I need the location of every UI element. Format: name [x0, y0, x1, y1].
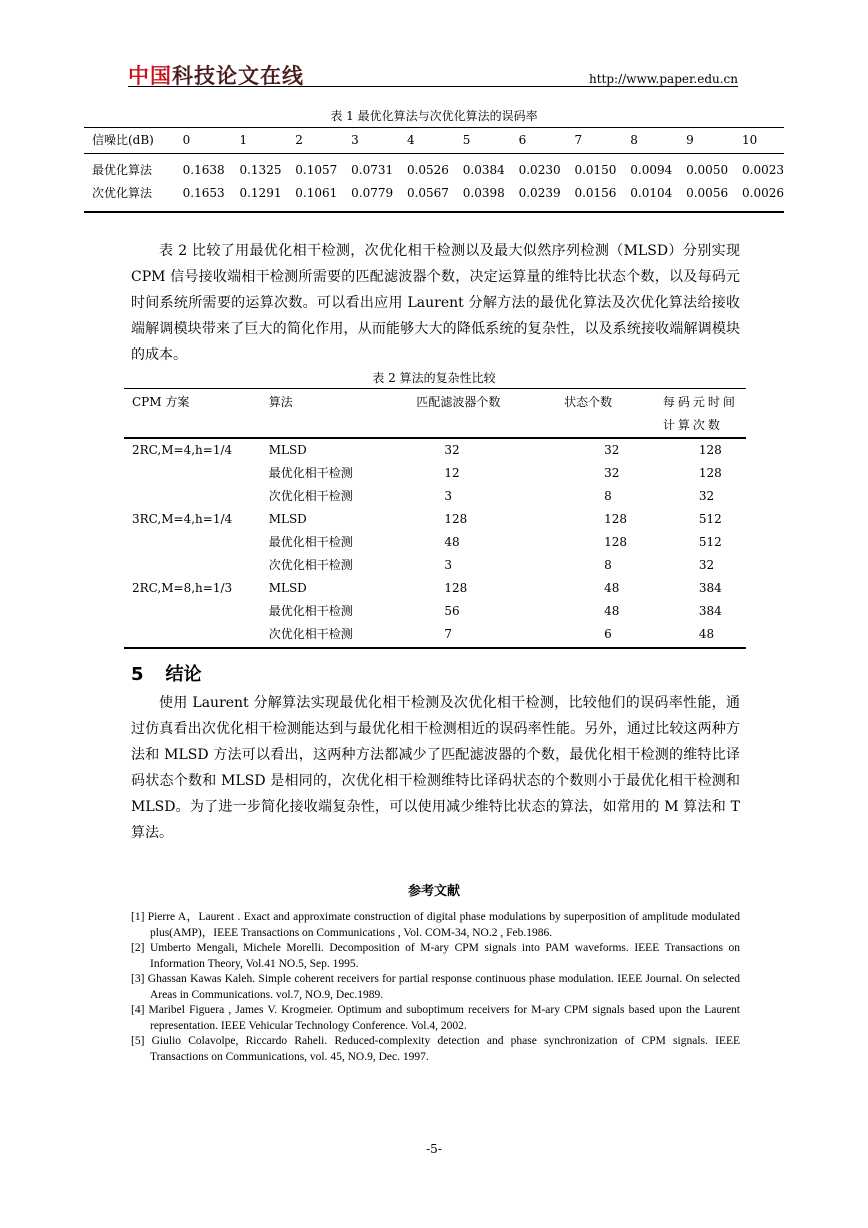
table-cell: 0.0023: [742, 163, 784, 177]
table-cell: 0.0094: [630, 163, 673, 177]
table-cell: 0.0398: [462, 186, 505, 200]
table-cell: 次优化相干检测: [268, 627, 353, 641]
table-cell: MLSD: [268, 581, 307, 595]
table-row: [84, 154, 784, 183]
table-cell: 最优化相干检测: [268, 466, 353, 480]
section-title: 结论: [165, 664, 202, 685]
table-cell: 32: [698, 489, 715, 503]
table2-caption: 表 2 算法的复杂性比较: [372, 371, 496, 385]
reference-item: [5] Giulio Colavolpe, Riccardo Raheli. Reduced-complexity detection and phase synchronization of CPM signals. IEEE Transactions on Communications, vol. 45, NO.9, Dec. 1997.: [131, 1035, 740, 1063]
table-cell: 0.1057: [295, 163, 338, 177]
table-cell: 3RC,M=4,h=1/4: [132, 512, 233, 526]
table-row: [124, 623, 746, 647]
table2: [124, 389, 746, 647]
table-cell: 6: [604, 627, 612, 641]
table-header-cell: 9: [686, 133, 694, 147]
table-cell: 0.0567: [406, 186, 449, 200]
logo-part-2: 科技论文在线: [172, 64, 304, 88]
table-cell: 0.0230: [518, 163, 561, 177]
table-cell: 48: [698, 627, 715, 641]
table-header-cell: 3: [351, 133, 359, 147]
table-row: [124, 508, 746, 531]
table-cell: 0.1325: [239, 163, 282, 177]
table-row: [124, 438, 746, 462]
paragraph-text: 表 2 比较了用最优化相干检测，次优化相干检测以及最大似然序列检测（MLSD）分别实现 CPM 信号接收端相干检测所需要的匹配滤波器个数，决定运算量的维特比状态个数，以及每码元时间系统所需要的运算次数。可以看出应用 Laurent 分解方法的最优化算法及次优化算法给接收端解调模块带来了巨大的简化作用，从而能够大大的降低系统的复杂性，以及系统接收端解调模块的成本。: [131, 243, 740, 363]
table-cell: 512: [698, 512, 722, 526]
table-cell: 48: [444, 535, 460, 549]
table-cell: [124, 462, 269, 485]
page-number: -5-: [426, 1142, 442, 1156]
table1: [84, 127, 784, 213]
table-row: [124, 485, 746, 508]
table-header-cell: 2: [295, 133, 303, 147]
table-header-cell: 6: [518, 133, 527, 147]
table-header-cell: 8: [630, 133, 638, 147]
table-cell: MLSD: [268, 512, 307, 526]
table-cell: 48: [604, 604, 620, 618]
table-cell: 32: [604, 443, 620, 457]
table-cell: 12: [444, 466, 460, 480]
table-cell: 2RC,M=8,h=1/3: [132, 581, 233, 595]
table-cell: 384: [698, 604, 722, 618]
table-header-cell: 10: [742, 133, 758, 147]
table-row: [124, 462, 746, 485]
table-cell: [124, 485, 269, 508]
table-header-cell: 信噪比(dB): [92, 133, 154, 147]
table-cell: 0.0156: [574, 186, 617, 200]
table-cell: 128: [444, 512, 468, 526]
table-cell: 0.1291: [239, 186, 282, 200]
body-paragraph-1: [131, 238, 740, 368]
table-cell: [124, 531, 269, 554]
table-cell: 0.0779: [351, 186, 394, 200]
table-cell: 0.0239: [518, 186, 561, 200]
section-number: 5: [131, 664, 144, 685]
table-header-cell: 每码元时间计算次数: [662, 395, 738, 432]
table-cell: 128: [444, 581, 468, 595]
table-cell: 8: [604, 489, 612, 503]
table-cell: 8: [604, 558, 612, 572]
table-cell: 次优化相干检测: [268, 558, 353, 572]
table-row: [84, 182, 784, 212]
table-cell: 3: [444, 558, 453, 572]
table-cell: 56: [444, 604, 460, 618]
table-cell: [124, 554, 269, 577]
table-cell: 0.0731: [351, 163, 394, 177]
reference-item: [4] Maribel Figuera , James V. Krogmeier. Optimum and suboptimum receivers for M-ary CPM signals based upon the Laurent representation. IEEE Vehicular Technology Conference. Vol.4, 2002.: [131, 1004, 740, 1032]
table-header-cell: 7: [574, 133, 583, 147]
table-cell: 最优化算法: [92, 163, 153, 177]
paragraph-text: 使用 Laurent 分解算法实现最优化相干检测及次优化相干检测，比较他们的误码率性能，通过仿真看出次优化相干检测能达到与最优化相干检测相近的误码率性能。另外，通过比较这两种方法和 MLSD 方法可以看出，这两种方法都减少了匹配滤波器的个数，最优化相干检测的维特比译码状态个数和 MLSD 是相同的，次优化相干检测维特比译码状态的个数则小于最优化相干检测和 MLSD。为了进一步简化接收端复杂性，可以使用减少维特比状态的算法，如常用的 M 算法和 T 算法。: [131, 695, 740, 841]
table-cell: 次优化相干检测: [268, 489, 353, 503]
table-cell: 0.1061: [295, 186, 338, 200]
reference-item: [3] Ghassan Kawas Kaleh. Simple coherent receivers for partial response continuous phase modulation. IEEE Journal. On selected Areas in Communications. vol.7, NO.9, Dec.1989.: [131, 973, 740, 1001]
table-cell: [124, 623, 269, 647]
table-cell: 32: [604, 466, 620, 480]
table-cell: 0.0150: [574, 163, 617, 177]
table-cell: 384: [698, 581, 722, 595]
table-cell: 32: [698, 558, 715, 572]
table-cell: 0.0050: [686, 163, 729, 177]
table-cell: 2RC,M=4,h=1/4: [132, 443, 233, 457]
table-row: [124, 577, 746, 600]
table-header-cell: 1: [239, 133, 248, 147]
table-cell: 32: [444, 443, 460, 457]
header-url[interactable]: http://www.paper.edu.cn: [588, 72, 738, 86]
table-header-cell: 算法: [268, 395, 293, 409]
table-cell: 最优化相干检测: [268, 535, 353, 549]
table2-container: [124, 388, 746, 649]
table-cell: 0.0056: [686, 186, 729, 200]
table1-header-row: [84, 128, 784, 154]
logo-part-1: 中国: [128, 64, 172, 88]
reference-item: [2] Umberto Mengali, Michele Morelli. Decomposition of M-ary CPM signals into PAM waveforms. IEEE Transactions on Information Theory, Vol.41 NO.5, Sep. 1995.: [131, 942, 740, 970]
table-header-cell: 匹配滤波器个数: [416, 395, 501, 409]
table-cell: 128: [698, 466, 722, 480]
table-cell: 3: [444, 489, 453, 503]
table-row: [124, 600, 746, 623]
table-row: [124, 531, 746, 554]
table2-header-row: [124, 389, 746, 438]
table-row: [124, 554, 746, 577]
reference-item: [1] Pierre A，Laurent . Exact and approximate construction of digital phase modulations by superposition of amplitude modulated plus(AMP)，IEEE Transactions on Communications , Vol. COM-34, NO.2 , Feb.1986.: [131, 911, 740, 939]
table-header-cell: 0: [182, 133, 191, 147]
table-cell: 0.1638: [182, 163, 225, 177]
body-paragraph-2: [131, 690, 740, 846]
table-cell: 512: [698, 535, 722, 549]
references-title: 参考文献: [407, 884, 460, 899]
table-cell: 0.0026: [742, 186, 784, 200]
table-cell: 0.0384: [462, 163, 505, 177]
table1-caption: 表 1 最优化算法与次优化算法的误码率: [330, 109, 538, 123]
table-cell: 128: [698, 443, 722, 457]
table-header-cell: 5: [462, 133, 471, 147]
header-rule: [128, 86, 738, 87]
references-list: [131, 910, 740, 1065]
table-cell: 0.0104: [630, 186, 673, 200]
table-cell: 最优化相干检测: [268, 604, 353, 618]
table-cell: MLSD: [268, 443, 307, 457]
table-cell: 128: [604, 512, 628, 526]
table-cell: 次优化算法: [92, 186, 153, 200]
table-header-cell: CPM 方案: [132, 395, 190, 409]
table-cell: 0.0526: [406, 163, 449, 177]
section-heading: [131, 660, 202, 686]
table-cell: [124, 600, 269, 623]
table-header-cell: 4: [406, 133, 415, 147]
table-cell: 7: [444, 627, 453, 641]
table-cell: 128: [604, 535, 628, 549]
table-cell: 0.1653: [182, 186, 225, 200]
table-header-cell: 状态个数: [564, 395, 613, 409]
table-cell: 48: [604, 581, 620, 595]
